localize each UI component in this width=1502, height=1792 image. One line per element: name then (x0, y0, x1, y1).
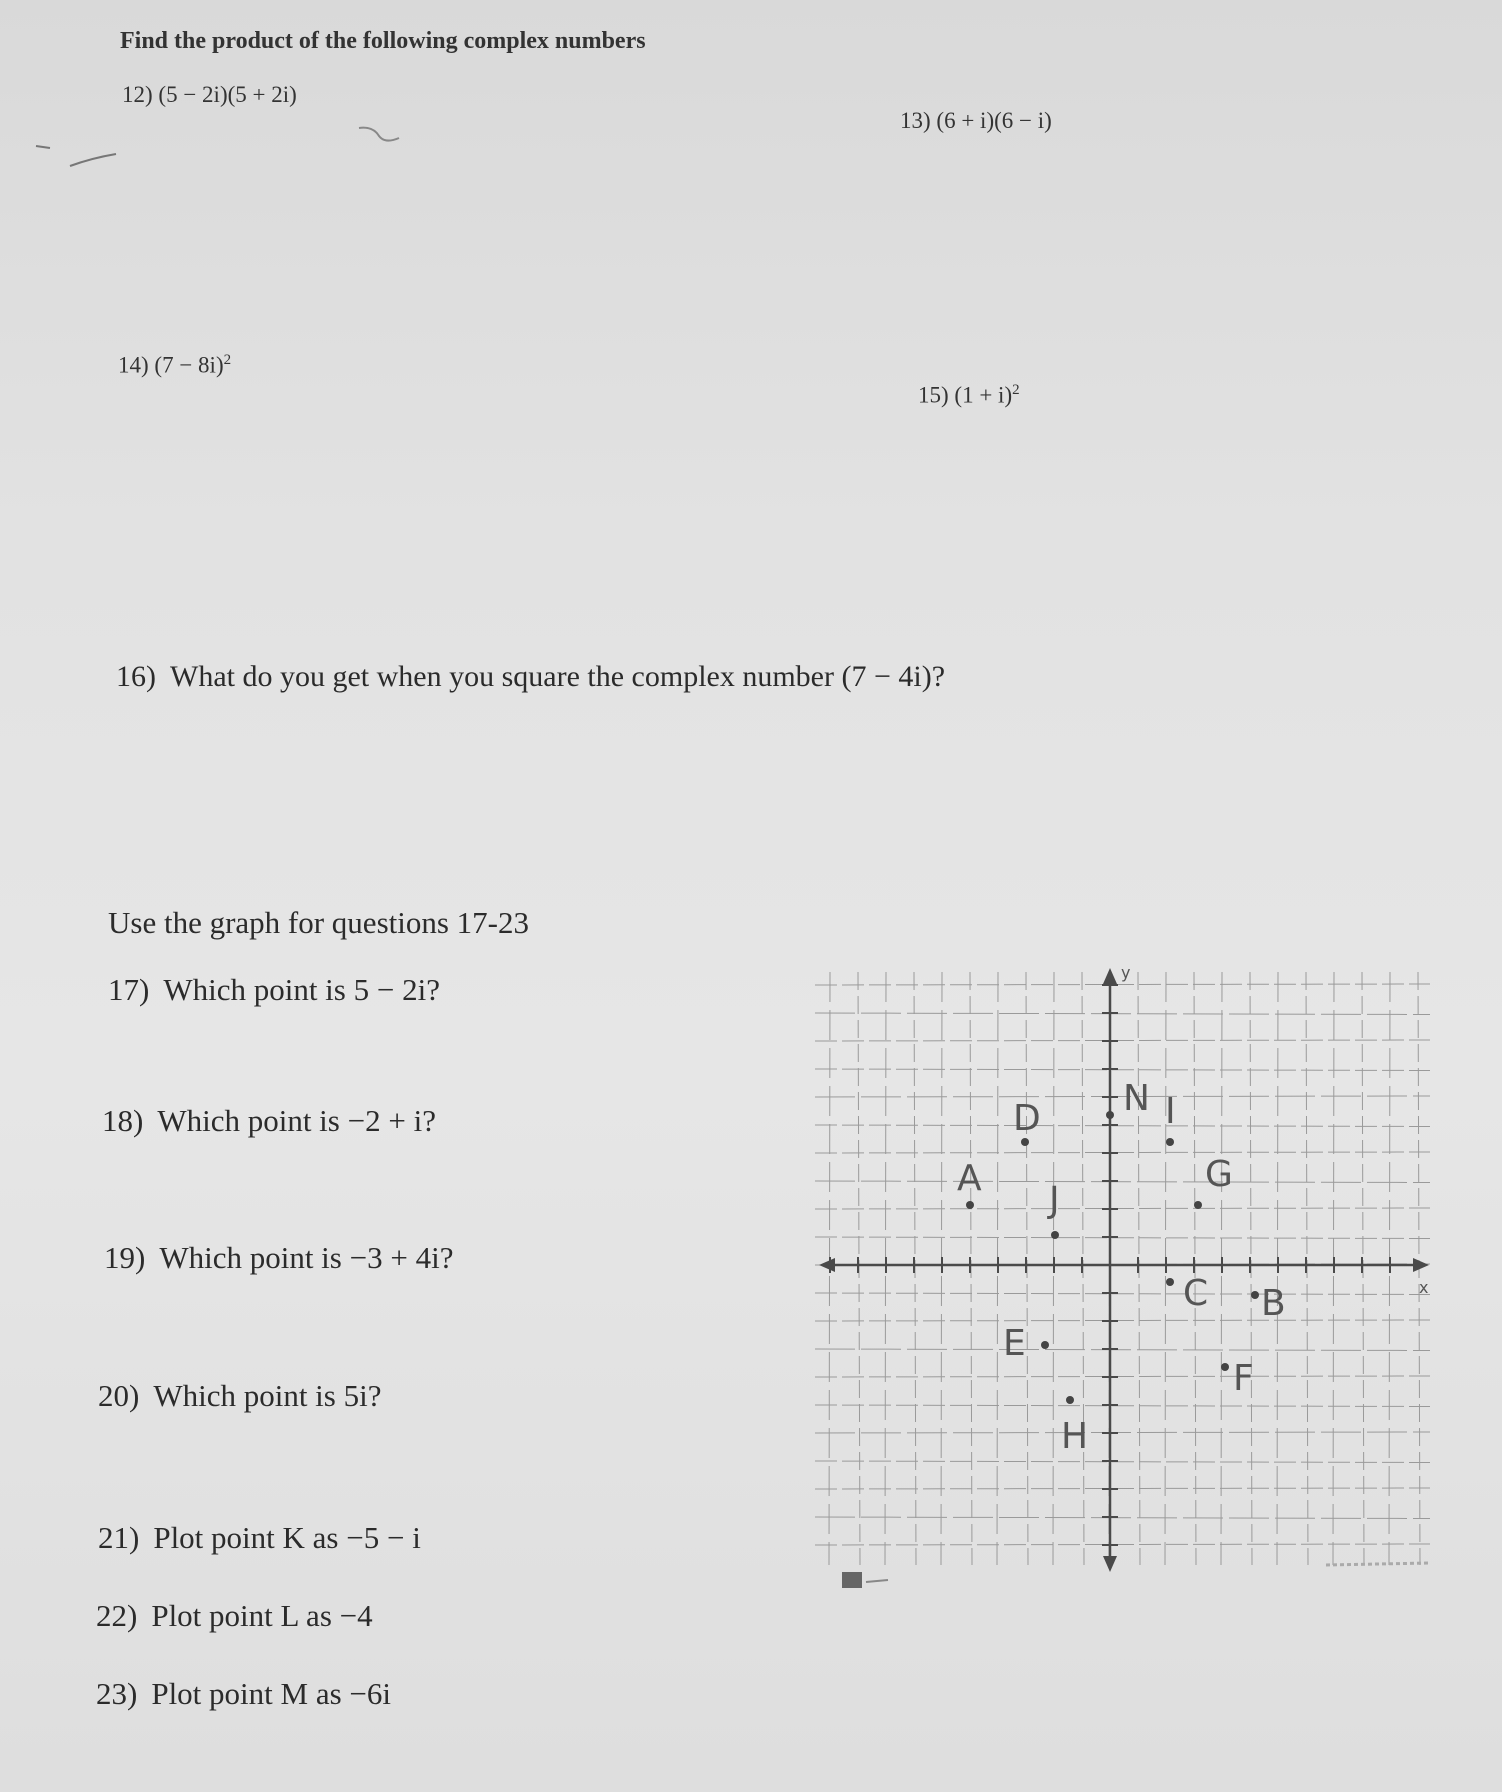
question-23 (96, 1676, 391, 1712)
question-expression: (7 − 4i)? (841, 660, 946, 693)
question-16 (116, 660, 945, 694)
problem-exponent: 2 (223, 352, 232, 368)
question-text: Which point is (163, 972, 346, 1007)
point-label-n: N (1123, 1078, 1150, 1119)
question-expression: −5 − i (346, 1520, 421, 1555)
corner-logo-icon (842, 1572, 862, 1588)
grid-line-horizontal (815, 1152, 1430, 1153)
grid-line-horizontal (815, 1293, 1430, 1295)
problem-number: 13) (900, 108, 931, 133)
grid-line-horizontal (815, 1181, 1430, 1183)
question-expression: 5i? (343, 1378, 382, 1413)
problem-expression: (6 + i)(6 − i) (936, 108, 1052, 133)
point-b-dot (1251, 1291, 1259, 1299)
point-n-dot (1106, 1111, 1114, 1119)
point-a-dot (966, 1201, 974, 1209)
question-text: Plot point K as (153, 1520, 339, 1555)
axes (819, 963, 1429, 1572)
grid-line-horizontal (815, 1461, 1430, 1463)
question-expression: −6i (349, 1676, 392, 1711)
arrow-left-icon (819, 1258, 835, 1272)
question-text: Which point is (157, 1103, 340, 1138)
grid-line-horizontal (815, 1208, 1430, 1209)
grid-line-horizontal (815, 1069, 1430, 1071)
point-label-g: G (1205, 1154, 1233, 1195)
question-text: Which point is (159, 1240, 342, 1275)
point-label-c: C (1183, 1273, 1209, 1314)
pencil-mark (355, 122, 405, 150)
grid-line-horizontal (815, 1544, 1430, 1545)
problem-exponent: 2 (1012, 382, 1020, 398)
question-number: 20) (98, 1378, 140, 1413)
arrow-right-icon (1413, 1258, 1429, 1272)
problem-12 (122, 82, 297, 108)
grid-line-horizontal (815, 1237, 1430, 1239)
complex-plane-graph (805, 960, 1445, 1580)
arrow-down-icon (1103, 1556, 1117, 1572)
graph-instructions: Use the graph for questions 17-23 (108, 905, 529, 940)
question-text: Plot point L as (151, 1598, 332, 1633)
plotted-points (957, 1078, 1286, 1457)
question-expression: −2 + i? (347, 1103, 436, 1138)
problem-expression: (1 + i) (954, 382, 1013, 408)
point-h-dot (1066, 1396, 1074, 1404)
instructions-heading: Find the product of the following complex numbers (120, 28, 646, 54)
arrow-up-icon (1103, 968, 1117, 984)
point-i-dot (1166, 1138, 1174, 1146)
question-text: Which point is (153, 1378, 336, 1413)
point-c-dot (1166, 1278, 1174, 1286)
point-g-dot (1194, 1201, 1202, 1209)
grid-line-horizontal (815, 1432, 1430, 1433)
grid-lines (815, 972, 1430, 1565)
grid-line-horizontal (815, 1488, 1430, 1489)
question-number: 19) (104, 1240, 146, 1275)
question-17 (108, 972, 440, 1008)
question-expression: −4 (339, 1598, 373, 1633)
grid-line-horizontal (815, 1517, 1430, 1519)
problem-14 (118, 352, 231, 379)
question-20 (98, 1378, 382, 1414)
point-label-i: I (1165, 1091, 1176, 1132)
point-label-e: E (1003, 1323, 1026, 1364)
grid-line-horizontal (815, 984, 1430, 985)
question-22 (96, 1598, 373, 1634)
question-19 (104, 1240, 453, 1276)
problem-number: 12) (122, 82, 153, 107)
problem-number: 14) (118, 352, 149, 378)
question-number: 17) (108, 972, 150, 1007)
point-j-dot (1051, 1231, 1059, 1239)
pencil-mark (30, 138, 120, 178)
grid-line-horizontal (815, 1320, 1430, 1321)
point-label-h: H (1061, 1416, 1089, 1457)
problem-expression: (7 − 8i) (154, 352, 224, 378)
y-axis-label: y (1121, 963, 1131, 982)
grid-line-horizontal (815, 1040, 1430, 1041)
graph-svg (805, 960, 1445, 1580)
question-expression: −3 + 4i? (349, 1240, 454, 1275)
question-number: 22) (96, 1598, 138, 1633)
question-number: 21) (98, 1520, 140, 1555)
graph-footer-mark (838, 1568, 918, 1598)
point-d-dot (1021, 1138, 1029, 1146)
problem-13 (900, 108, 1052, 134)
problem-15 (918, 382, 1020, 409)
question-number: 23) (96, 1676, 138, 1711)
question-number: 18) (102, 1103, 144, 1138)
question-18 (102, 1103, 436, 1139)
grid-line-horizontal (815, 1013, 1430, 1015)
question-number: 16) (116, 660, 156, 693)
problem-number: 15) (918, 382, 949, 408)
point-label-j: J (1049, 1180, 1060, 1221)
point-label-a: A (957, 1158, 982, 1199)
grid-line-horizontal (815, 1125, 1430, 1127)
question-text: What do you get when you square the complex number (170, 660, 834, 693)
point-label-b: B (1261, 1283, 1286, 1324)
question-expression: 5 − 2i? (353, 972, 440, 1007)
copyright-smudge (1320, 1555, 1440, 1575)
x-axis-label: x (1419, 1278, 1429, 1297)
question-21 (98, 1520, 421, 1556)
grid-line-horizontal (815, 1405, 1430, 1407)
point-e-dot (1041, 1341, 1049, 1349)
problem-expression: (5 − 2i)(5 + 2i) (158, 82, 297, 107)
grid-line-horizontal (815, 1376, 1430, 1377)
point-label-f: F (1233, 1358, 1254, 1399)
question-text: Plot point M as (151, 1676, 342, 1711)
point-label-d: D (1013, 1098, 1041, 1139)
grid-line-horizontal (815, 1349, 1430, 1351)
point-f-dot (1221, 1363, 1229, 1371)
